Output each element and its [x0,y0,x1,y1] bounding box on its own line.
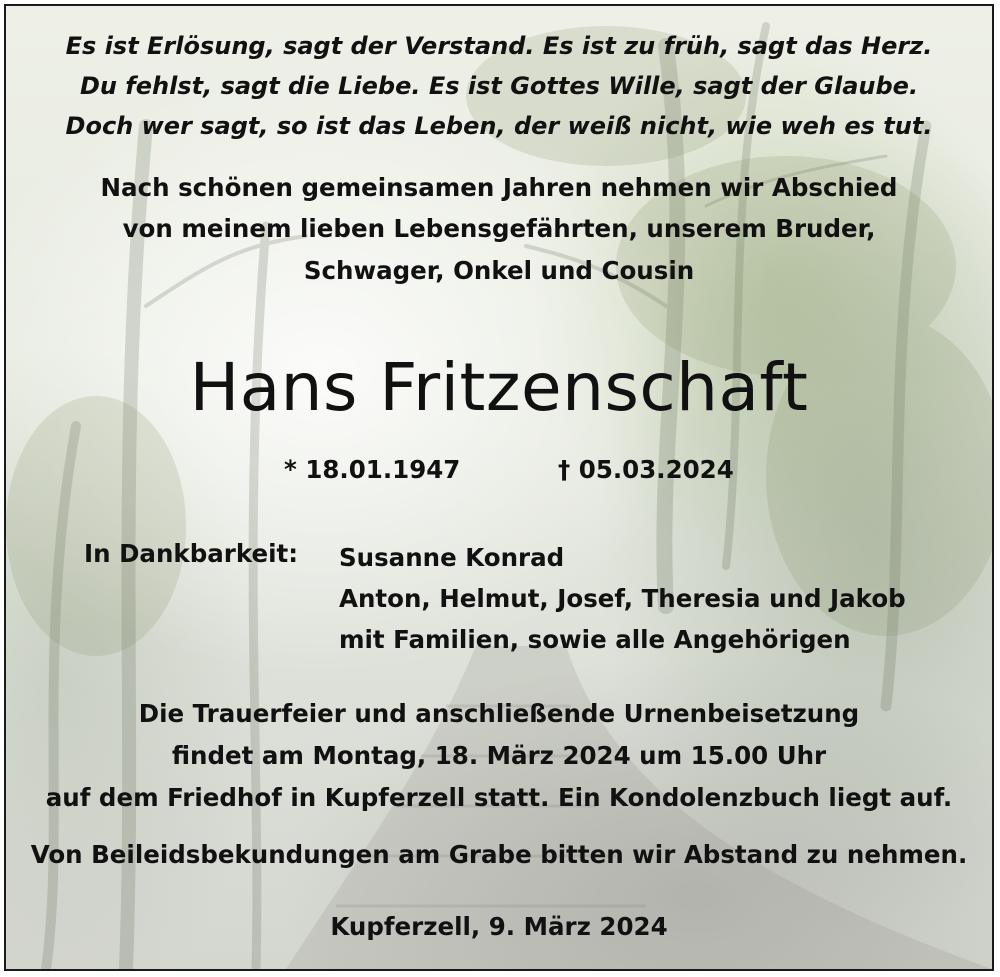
condolence-request: Von Beileidsbekundungen am Grabe bitten wir Abstand zu nehmen. [30,840,968,869]
mourners-label: In Dankbarkeit: [84,539,299,568]
obituary-notice [4,4,994,971]
mourners-list [339,537,906,660]
mourner-line-1: Susanne Konrad [339,543,565,572]
mourner-line-3: mit Familien, sowie alle Angehörigen [339,625,851,654]
intro-line-1: Nach schönen gemeinsamen Jahren nehmen wir Abschied [100,173,898,202]
death-date: † 05.03.2024 [558,455,734,484]
quote-line-2: Du fehlst, sagt die Liebe. Es ist Gottes Wille, sagt der Glaube. [79,72,919,100]
mourner-line-2: Anton, Helmut, Josef, Theresia und Jakob [339,584,906,613]
quote-line-1: Es ist Erlösung, sagt der Verstand. Es ist zu früh, sagt das Herz. [65,32,933,60]
place-and-date: Kupferzell, 9. März 2024 [330,912,668,941]
life-dates [6,453,992,487]
quote-line-3: Doch wer sagt, so ist das Leben, der weiß nicht, wie weh es tut. [65,112,933,140]
service-line-1: Die Trauerfeier und anschließende Urnenbeisetzung [138,699,860,728]
notice-content [6,6,992,969]
service-line-3: auf dem Friedhof in Kupferzell statt. Ein Kondolenzbuch liegt auf. [45,783,953,812]
intro-line-3: Schwager, Onkel und Cousin [303,256,695,285]
birth-date: * 18.01.1947 [284,455,461,484]
intro-line-2: von meinem lieben Lebensgefährten, unserem Bruder, [122,214,876,243]
service-line-2: findet am Montag, 18. März 2024 um 15.00 Uhr [171,741,827,770]
deceased-name: Hans Fritzenschaft [189,349,809,426]
